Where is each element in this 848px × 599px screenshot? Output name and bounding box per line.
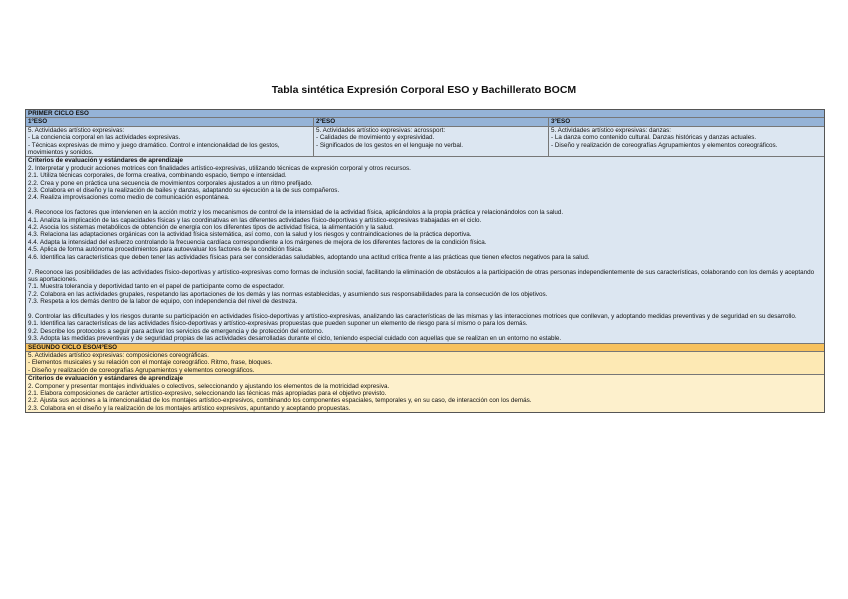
criteria-title: Criterios de evaluación y estándares de aprendizaje	[28, 157, 184, 165]
segundo-ciclo-header: SEGUNDO CICLO ESO/4ºESO	[26, 344, 824, 352]
content-line: 5. Actividades artístico expresivas: danzas:	[551, 126, 672, 134]
criteria-line: 4.5. Aplica de forma autónoma procedimientos para autoevaluar los factores de la condición física.	[28, 246, 303, 254]
criteria-line: 4. Reconoce los factores que intervienen en la acción motriz y los mecanismos de control de la intensidad de la actividad física, aplicándolos a la propia práctica y relacionándolos con la salud.	[28, 209, 564, 217]
course-contents-row	[26, 127, 824, 158]
criteria-line: 7. Reconoce las posibilidades de las actividades físico-deportivas y artístico-expresivas como formas de inclusión social, facilitando la eliminación de obstáculos a la participación de otras personas independientemente de sus características, colaborando con los demás y aceptando sus aportaciones.	[28, 268, 815, 283]
criteria-line: 2.1. Utiliza técnicas corporales, de forma creativa, combinando espacio, tiempo e intensidad.	[28, 172, 287, 180]
criteria-line: 2.4. Realiza improvisaciones como medio de comunicación espontánea.	[28, 194, 230, 202]
primer-ciclo-header: PRIMER CICLO ESO	[26, 110, 824, 118]
criteria-title: Criterios de evaluación y estándares de aprendizaje	[28, 375, 184, 383]
segundo-ciclo-criteria	[26, 375, 824, 412]
criteria-line: 2.2. Ajusta sus acciones a la intencionalidad de los montajes artístico-expresivos, combinando los componentes espaciales, temporales y, en su caso, de interacción con los demás.	[28, 397, 532, 405]
criteria-line: 4.3. Relaciona las adaptaciones orgánicas con la actividad física sistemática, así como, con la salud y los riesgos y contraindicaciones de la práctica deportiva.	[28, 231, 472, 239]
segundo-ciclo-contents	[26, 352, 824, 375]
course-2-name: 2ºESO	[313, 118, 548, 125]
criteria-line: 9.2. Describe los protocolos a seguir para activar los servicios de emergencia y de protección del entorno.	[28, 327, 324, 335]
content-line: 5. Actividades artístico expresivas: composiciones coreográficas.	[28, 351, 209, 359]
content-line: - La conciencia corporal en las actividades expresivas.	[28, 134, 181, 142]
criteria-line: 2. Componer y presentar montajes individuales o colectivos, seleccionando y ajustando los elementos de la motricidad expresiva.	[28, 382, 390, 390]
criteria-line: 2.3. Colabora en el diseño y la realización de los montajes artístico expresivos, apuntando y aceptando propuestas.	[28, 404, 351, 412]
criteria-line: 2. Interpretar y producir acciones motrices con finalidades artístico-expresivas, utilizando técnicas de expresión corporal y otros recursos.	[28, 164, 411, 172]
course-1-name: 1ºESO	[28, 118, 48, 126]
content-line: - Significados de los gestos en el lenguaje no verbal.	[316, 141, 464, 149]
criteria-line: 4.2. Asocia los sistemas metabólicos de obtención de energía con los diferentes tipos de actividad física, la alimentación y la salud.	[28, 224, 394, 232]
criteria-line: 7.3. Respeta a los demás dentro de la labor de equipo, con independencia del nivel de destreza.	[28, 298, 298, 306]
content-line: 5. Actividades artístico expresivas:	[28, 126, 125, 134]
criteria-line: 4.4. Adapta la intensidad del esfuerzo controlando la frecuencia cardíaca correspondiente a los márgenes de mejora de los diferentes factores de la condición física.	[28, 238, 487, 246]
course-1-contents	[26, 127, 313, 157]
curriculum-table	[25, 109, 825, 413]
criteria-line: 7.2. Colabora en las actividades grupales, respetando las aportaciones de los demás y las normas establecidas, y asumiendo sus responsabilidades para la consecución de los objetivos.	[28, 290, 548, 298]
primer-ciclo-criteria	[26, 157, 824, 343]
course-3-name: 3ºESO	[548, 118, 824, 125]
course-3-contents	[548, 127, 824, 157]
criteria-line: 7.1. Muestra tolerancia y deportividad tanto en el papel de participante como de espectador.	[28, 283, 285, 291]
course-2-contents	[313, 127, 548, 157]
content-line: 5. Actividades artístico expresivas: acrossport:	[316, 126, 446, 134]
criteria-line: 9.3. Adopta las medidas preventivas y de seguridad propias de las actividades desarrolladas durante el ciclo, teniendo especial cuidado con aquellas que se realizan en un entorno no estable.	[28, 335, 562, 343]
content-line: - Técnicas expresivas de mimo y juego dramático. Control e intencionalidad de los gestos, movimientos y sonidos.	[28, 141, 280, 157]
criteria-line: 4.6. Identifica las características que deben tener las actividades físicas para ser consideradas saludables, adoptando una actitud crítica frente a las prácticas que tienen efectos negativos para la salud.	[28, 253, 590, 261]
criteria-line: 9.1. Identifica las características de las actividades físico-deportivas y artístico-expresivas propuestas que pueden suponer un elemento de riesgo para sí mismo o para los demás.	[28, 320, 528, 328]
criteria-line: 4.1. Analiza la implicación de las capacidades físicas y las coordinativas en las diferentes actividades físico-deportivas y artístico-expresivas trabajadas en el ciclo.	[28, 216, 482, 224]
content-line: - Elementos musicales y su relación con el montaje coreográfico. Ritmo, frase, bloques.	[28, 359, 273, 367]
content-line: - La danza como contenido cultural. Danzas históricas y danzas actuales.	[551, 134, 757, 142]
criteria-line: 9. Controlar las dificultades y los riesgos durante su participación en actividades físico-deportivas y artístico-expresivas, analizando las características de las mismas y las interacciones motrices que conllevan, y adoptando medidas preventivas y de seguridad en su desarrollo.	[28, 312, 797, 320]
criteria-line: 2.1. Elabora composiciones de carácter artístico-expresivo, seleccionando las técnicas más apropiadas para el objetivo previsto.	[28, 389, 387, 397]
course-names-row	[26, 118, 824, 126]
criteria-line: 2.2. Crea y pone en práctica una secuencia de movimientos corporales ajustados a un ritmo prefijado.	[28, 179, 313, 187]
content-line: - Diseño y realización de coreografías Agrupamientos y elementos coreográficos.	[551, 141, 778, 149]
criteria-line: 2.3. Colabora en el diseño y la realización de bailes y danzas, adaptando su ejecución a la de sus compañeros.	[28, 187, 340, 195]
page-title: Tabla sintética Expresión Corporal ESO y Bachillerato BOCM	[271, 84, 577, 96]
content-line: - Calidades de movimiento y expresividad.	[316, 134, 435, 142]
content-line: - Diseño y realización de coreografías Agrupamientos y elementos coreográficos.	[28, 366, 255, 374]
